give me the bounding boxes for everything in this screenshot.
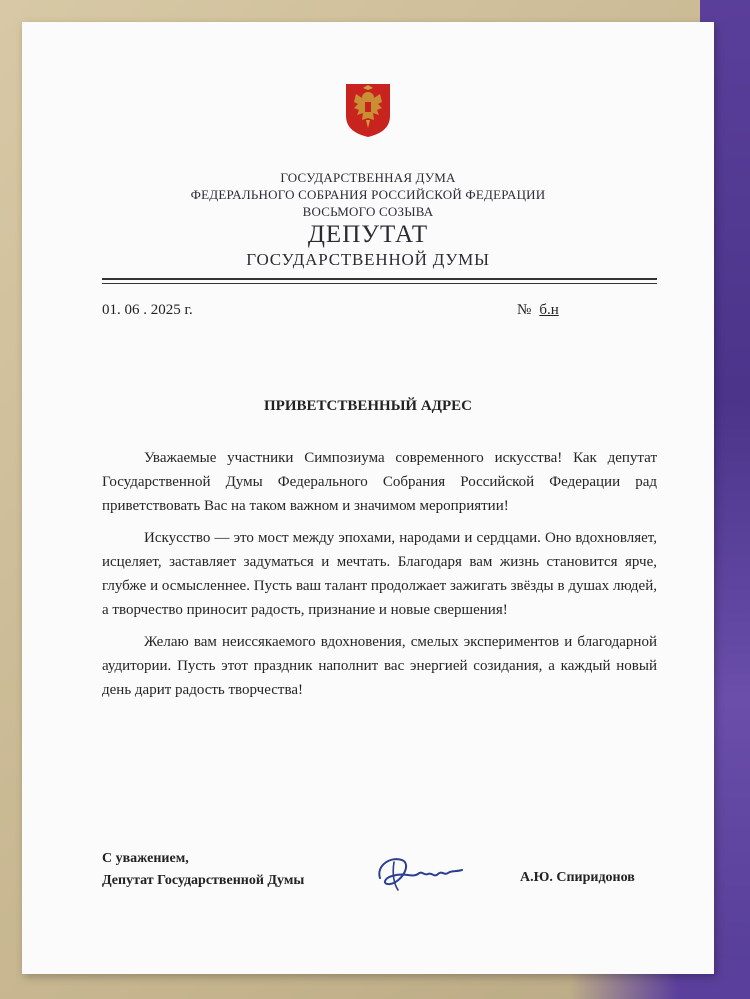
number-label: № (517, 302, 532, 318)
paragraph-1: Уважаемые участники Симпозиума современного искусства! Как депутат Государственной Думы Федерального Собрания Российской Федерации рад приветствовать Вас на таком важном и значимом мероприятии! (102, 450, 657, 514)
paragraph-3: Желаю вам неиссякаемого вдохновения, смелых экспериментов и благодарной аудитории. Пусть этот праздник наполнит вас энергией созидания, а каждый новый день дарит радость творчества! (102, 634, 657, 698)
header-rule-thin (102, 283, 657, 284)
document-number (517, 302, 559, 319)
signer-name: А.Ю. Спиридонов (520, 870, 635, 885)
coat-of-arms-icon (344, 82, 392, 138)
number-value: б.н (539, 302, 559, 318)
header-rule-thick (102, 278, 657, 280)
document-date: 01. 06 . 2025 г. (102, 302, 193, 318)
signer-position: Депутат Государственной Думы (102, 873, 305, 888)
document-title: ПРИВЕТСТВЕННЫЙ АДРЕС (264, 398, 472, 414)
header-line-2: ФЕДЕРАЛЬНОГО СОБРАНИЯ РОССИЙСКОЙ ФЕДЕРАЦИИ (190, 187, 546, 202)
header-line-1: ГОСУДАРСТВЕННАЯ ДУМА (280, 170, 456, 185)
paragraph-2: Искусство — это мост между эпохами, народами и сердцами. Оно вдохновляет, исцеляет, заставляет задуматься и мечтать. Благодаря вам жизнь становится ярче, глубже и осмысленнее. Пусть ваш талант продолжает зажигать звёзды в душах людей, а творчество приносит радость, признание и новые свершения! (102, 530, 657, 618)
header-line-3: ВОСЬМОГО СОЗЫВА (302, 204, 434, 219)
header-title: ДЕПУТАТ (307, 221, 429, 248)
signature-block (102, 848, 304, 892)
closing-text: С уважением, (102, 851, 189, 866)
document-body (102, 446, 657, 710)
letter-page (22, 22, 714, 974)
handwritten-signature (372, 848, 472, 898)
header-subtitle: ГОСУДАРСТВЕННОЙ ДУМЫ (246, 250, 490, 269)
